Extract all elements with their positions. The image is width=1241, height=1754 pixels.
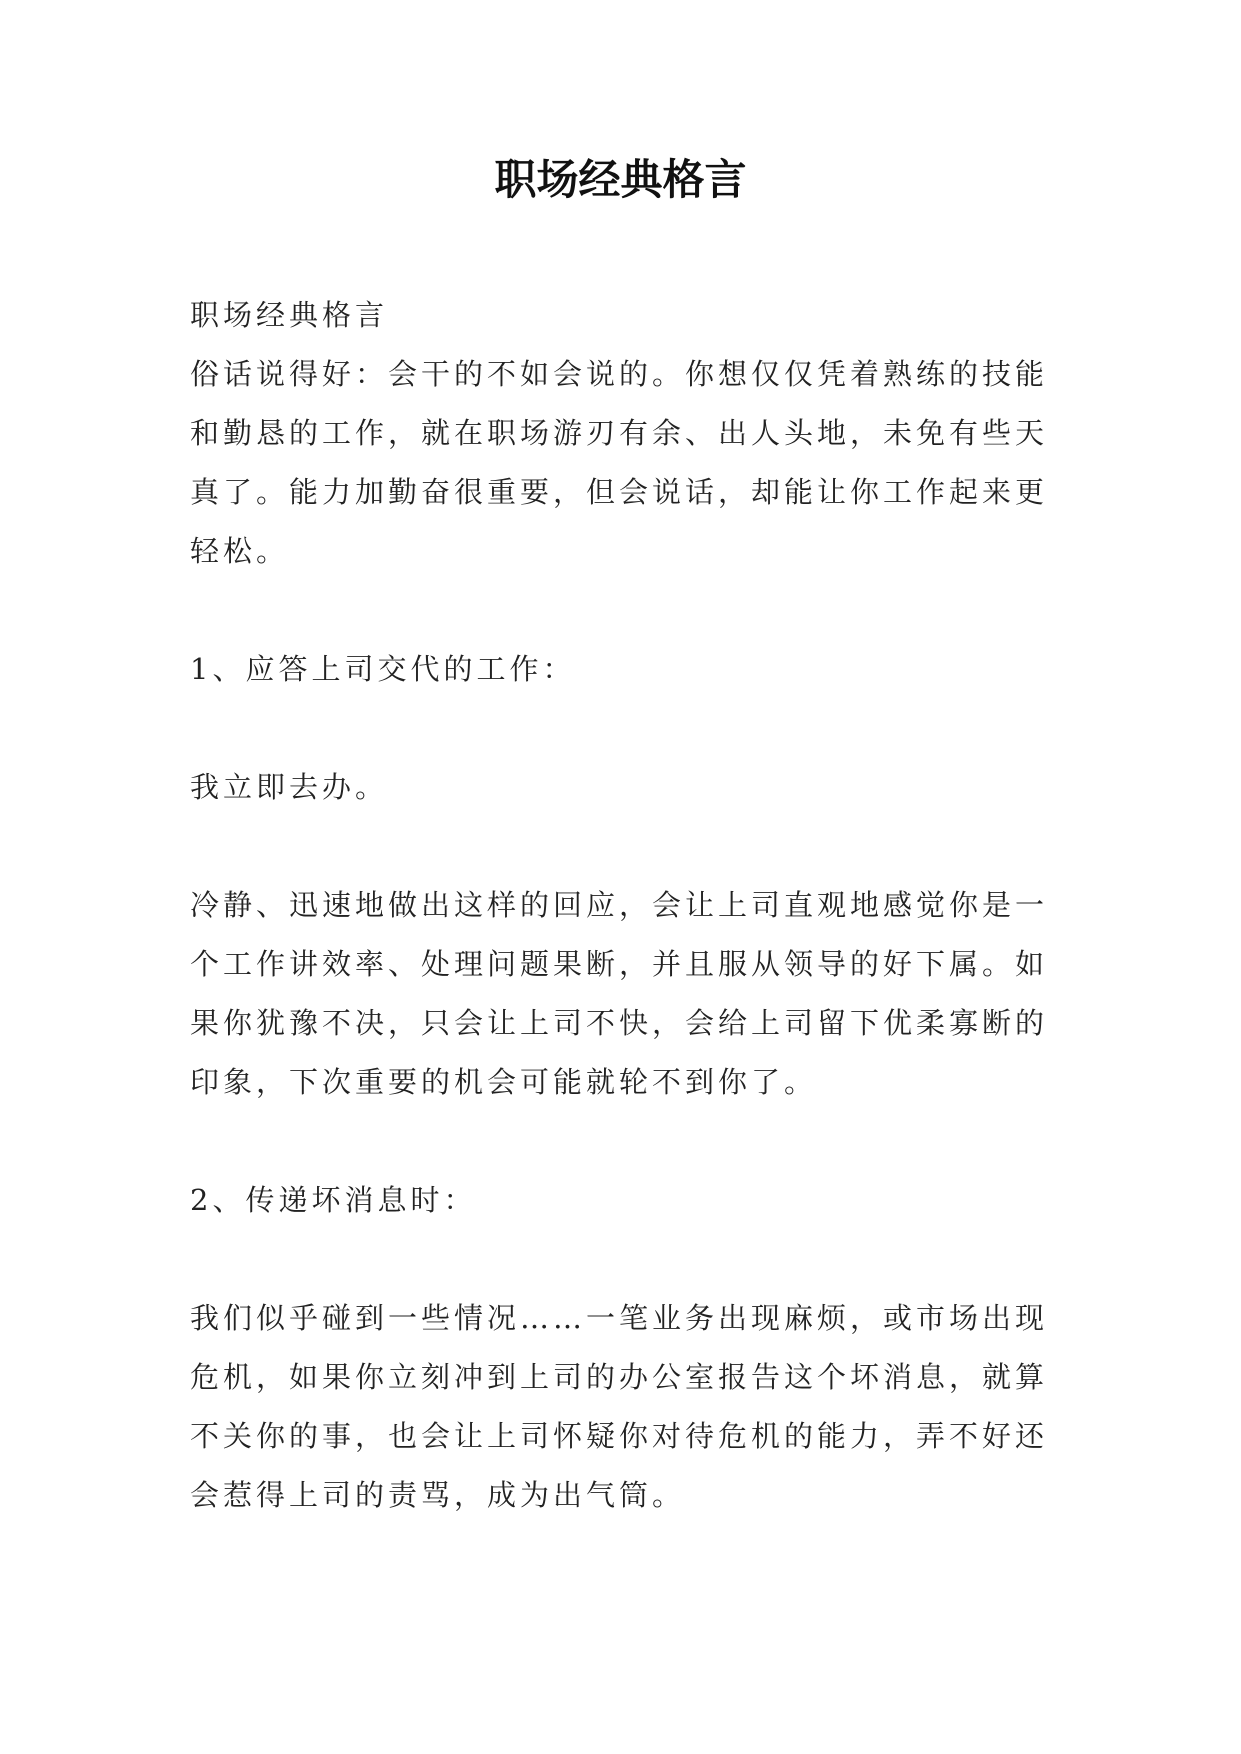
intro-paragraph: 俗话说得好：会干的不如会说的。你想仅仅凭着熟练的技能和勤恳的工作，就在职场游刃有余、出人头地，未免有些天真了。能力加勤奋很重要，但会说话，却能让你工作起来更轻松。 (190, 357, 1049, 568)
page-title: 职场经典格言 (494, 155, 747, 204)
item-1-heading: 1、应答上司交代的工作： (190, 652, 576, 686)
item-2-heading: 2、传递坏消息时： (190, 1183, 477, 1217)
subtitle-paragraph: 职场经典格言 (190, 298, 389, 332)
item-2-explanation: 我们似乎碰到一些情况……一笔业务出现麻烦，或市场出现危机，如果你立刻冲到上司的办公室报告这个坏消息，就算不关你的事，也会让上司怀疑你对待危机的能力，弄不好还会惹得上司的责骂，成为出气筒。 (190, 1301, 1049, 1512)
item-1-explanation: 冷静、迅速地做出这样的回应，会让上司直观地感觉你是一个工作讲效率、处理问题果断，并且服从领导的好下属。如果你犹豫不决，只会让上司不快，会给上司留下优柔寡断的印象，下次重要的机会可能就轮不到你了。 (190, 888, 1049, 1099)
item-1-answer: 我立即去办。 (190, 770, 389, 804)
